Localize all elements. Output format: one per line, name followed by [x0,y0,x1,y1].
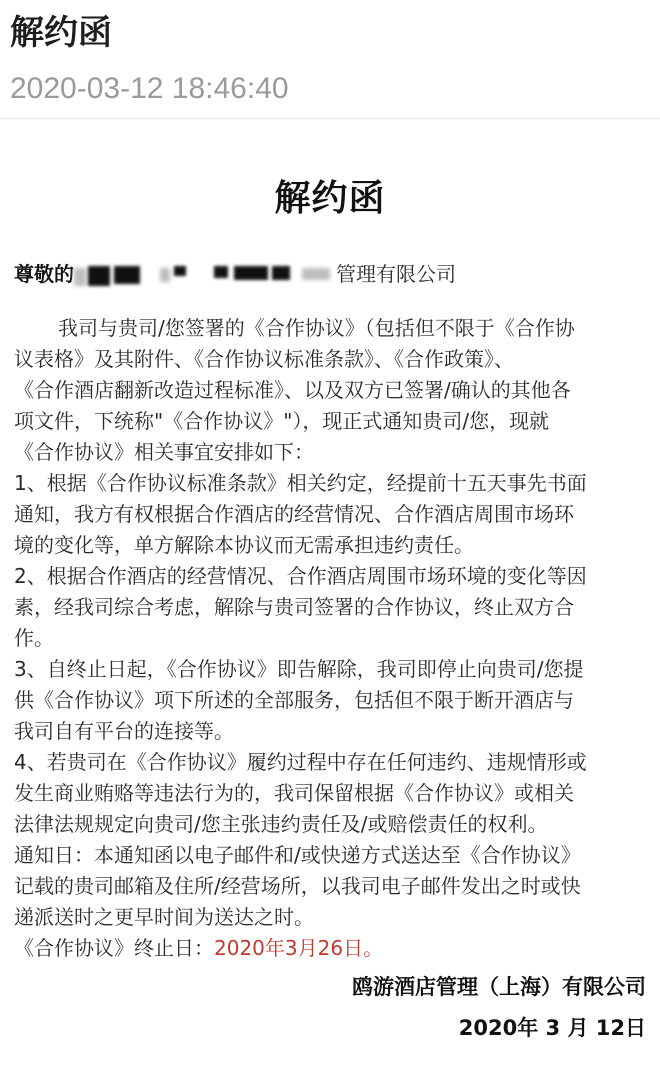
body-line: 《合作酒店翻新改造过程标准》、以及双方已签署/确认的其他各 [14,378,571,402]
body-line: 《合作协议》相关事宜安排如下： [14,440,314,464]
clause-1-line: 通知，我方有权根据合作酒店的经营情况、合作酒店周围市场环 [14,502,574,526]
message-timestamp: 2020-03-12 18:46:40 [10,72,289,105]
body-line: 我司与贵司/您签署的《合作协议》（包括但不限于《合作协 [58,316,575,340]
message-header [0,0,660,119]
clause-4-line: 发生商业贿赂等违法行为的，我司保留根据《合作协议》或相关 [14,781,574,805]
salutation-suffix: 管理有限公司 [336,262,456,286]
letter-image [0,119,660,1070]
body-line: 议表格》及其附件、《合作协议标准条款》、《合作政策》、 [14,347,514,371]
clause-3-line: 我司自有平台的连接等。 [14,719,234,743]
notice-line: 通知日：本通知函以电子邮件和/或快递方式送达至《合作协议》 [14,843,581,867]
clause-3-line: 供《合作协议》项下所述的全部服务，包括但不限于断开酒店与 [14,688,574,712]
clause-1-line: 境的变化等，单方解除本协议而无需承担违约责任。 [14,533,474,557]
termination-label: 《合作协议》终止日： [14,936,214,960]
clause-2-line: 素，经我司综合考虑，解除与贵司签署的合作协议，终止双方合 [14,595,574,619]
clause-2-line: 作。 [14,626,54,650]
termination-date-line [14,935,383,961]
notice-line: 递派送时之更早时间为送达之时。 [14,905,314,929]
termination-date: 2020年3月26日。 [214,936,384,960]
message-title: 解约函 [10,13,112,53]
clause-3-line: 3、自终止日起，《合作协议》即告解除，我司即停止向贵司/您提 [14,657,584,681]
notice-line: 记载的贵司邮箱及住所/经营场所，以我司电子邮件发出之时或快 [14,874,581,898]
clause-2-line: 2、根据合作酒店的经营情况、合作酒店周围市场环境的变化等因 [14,564,587,588]
salutation [14,261,456,288]
letter-title: 解约函 [274,178,386,219]
clause-4-line: 4、若贵司在《合作协议》履约过程中存在任何违约、违规情形或 [14,750,587,774]
redacted-company-name [74,264,336,288]
clause-1-line: 1、根据《合作协议标准条款》相关约定，经提前十五天事先书面 [14,471,587,495]
salutation-prefix: 尊敬的 [14,262,74,286]
signatory: 鸥游酒店管理（上海）有限公司 [352,975,646,999]
sign-date: 2020年 3 月 12日 [458,1016,646,1040]
clause-4-line: 法律法规规定向贵司/您主张违约责任及/或赔偿责任的权利。 [14,812,548,836]
body-line: 项文件，下统称"《合作协议》"），现正式通知贵司/您，现就 [14,409,550,433]
